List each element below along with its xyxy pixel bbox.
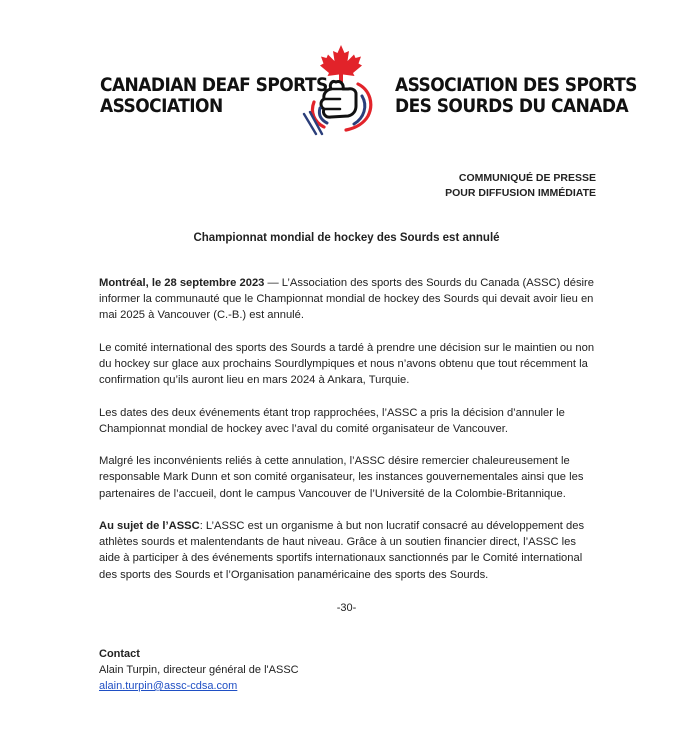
paragraph-1 bbox=[99, 275, 599, 324]
organization-name-french-line2: DES SOURDS DU CANADA bbox=[395, 96, 629, 117]
paragraph-2: Le comité international des sports des Sourds a tardé à prendre une décision sur le maintien ou non du hockey sur glace aux prochains Sourdlympiques et nous n’avons obtenu que tout récemment la confirmation qu’ils auront lieu en mars 2024 à Ankara, Turquie. bbox=[99, 341, 595, 387]
maple-leaf-thumbs-up-logo-icon bbox=[296, 44, 386, 136]
headline: Championnat mondial de hockey des Sourds est annulé bbox=[193, 232, 500, 244]
organization-name-french bbox=[395, 75, 637, 117]
end-mark: -30- bbox=[336, 602, 357, 614]
paragraph-5-text: : L’ASSC est un organisme à but non lucratif consacré au développement des athlètes sourds et malentendants de haut niveau. Grâce à un soutien financier direct, l’ASSC les aide à participer à des événements sportifs internationaux sanctionnés par le Comité international des sports des Sourds et l’Organisation panaméricaine des sports des Sourds. bbox=[99, 519, 585, 581]
organization-name-english-line2: ASSOCIATION bbox=[100, 96, 223, 117]
about-heading: Au sujet de l’ASSC bbox=[99, 519, 200, 532]
contact-email-link[interactable]: alain.turpin@assc-cdsa.com bbox=[99, 680, 238, 692]
maple-leaf-icon bbox=[320, 45, 362, 82]
release-body bbox=[99, 275, 599, 599]
release-type-line1: COMMUNIQUÉ DE PRESSE bbox=[458, 172, 596, 184]
paragraph-4: Malgré les inconvénients reliés à cette annulation, l’ASSC désire remercier chaleureusement le responsable Mark Dunn et son comité organisateur, les instances gouvernementales ainsi que les partenaires de l’accueil, dont le campus Vancouver de l’Université de la Colombie-Britannique. bbox=[99, 455, 584, 500]
organization-name-french-line1: ASSOCIATION DES SPORTS bbox=[395, 75, 637, 96]
paragraph-1-text: — L’Association des sports des Sourds du Canada (ASSC) désire informer la communauté que le Championnat mondial de hockey des Sourds qui devait avoir lieu en mai 2025 à Vancouver (C.-B.) est annulé. bbox=[99, 277, 594, 322]
paragraph-3: Les dates des deux événements étant trop rapprochées, l’ASSC a pris la décision d’annuler le Championnat mondial de hockey avec l’aval du comité organisateur de Vancouver. bbox=[99, 406, 565, 435]
contact-name-title: Alain Turpin, directeur général de l'ASSC bbox=[99, 664, 299, 676]
letterhead bbox=[0, 44, 693, 144]
contact-block bbox=[99, 646, 299, 694]
release-type bbox=[445, 171, 596, 201]
organization-name-english bbox=[100, 75, 328, 117]
paragraph-5 bbox=[99, 518, 599, 583]
contact-heading: Contact bbox=[99, 648, 140, 660]
dateline: Montréal, le 28 septembre 2023 bbox=[99, 277, 265, 289]
release-type-line2: POUR DIFFUSION IMMÉDIATE bbox=[445, 187, 596, 199]
organization-name-english-line1: CANADIAN DEAF SPORTS bbox=[100, 75, 328, 96]
swoosh-red-icon bbox=[346, 84, 371, 130]
